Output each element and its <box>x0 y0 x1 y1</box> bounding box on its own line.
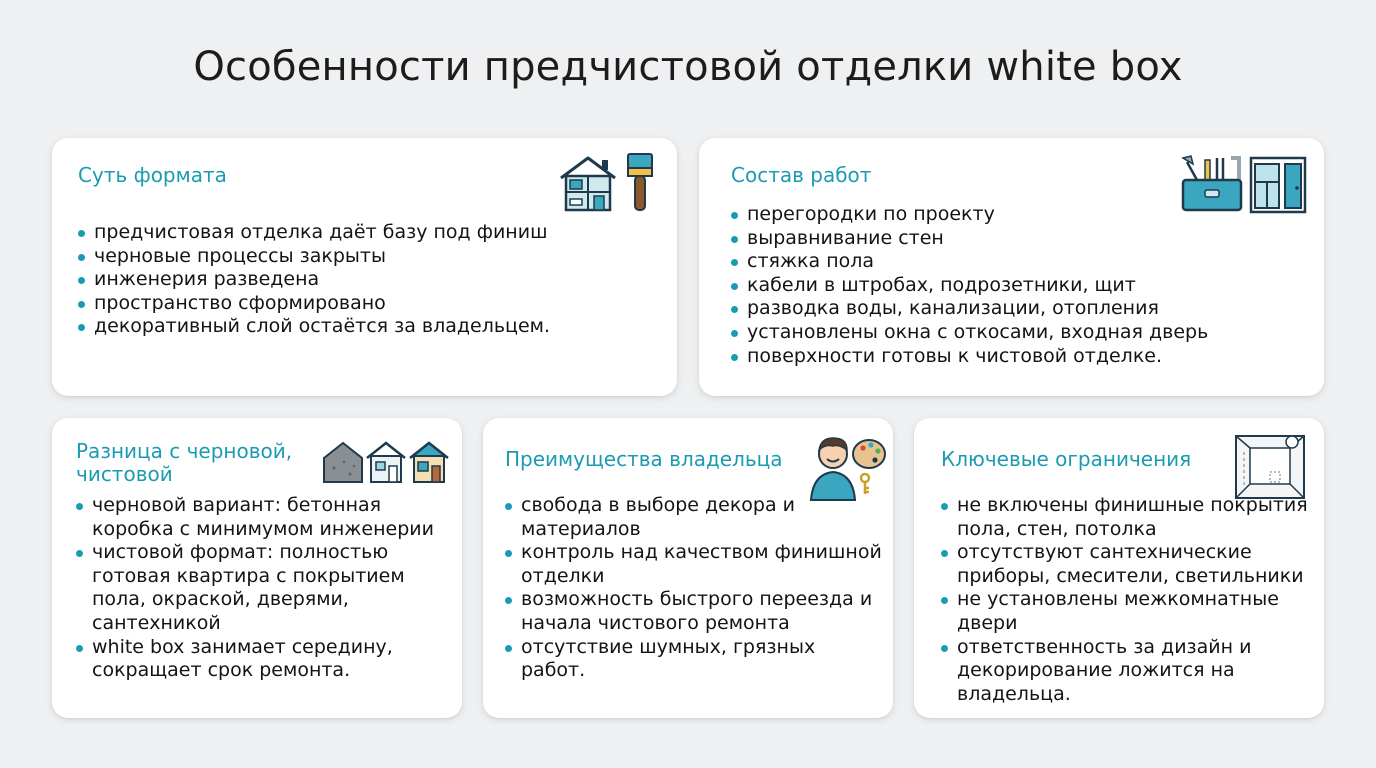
list-item: черновые процессы закрыты <box>78 245 638 269</box>
card-title: Разница с черновой, чистовой <box>76 439 293 486</box>
card-title: Ключевые ограничения <box>941 447 1192 471</box>
white-house-icon <box>365 440 407 484</box>
list-item: ответственность за дизайн и декорирование ложится на владельца. <box>941 636 1321 707</box>
card-title: Преимущества владельца <box>505 447 783 471</box>
concrete-house-icon <box>322 440 364 484</box>
list-item: пространство сформировано <box>78 292 638 316</box>
empty-room-icon <box>1234 432 1310 500</box>
difference-list <box>76 494 456 683</box>
list-item: чистовой формат: полностью готовая квартира с покрытием пола, окраской, дверями, сантехникой <box>76 541 456 635</box>
list-item: установлены окна с откосами, входная дверь <box>731 321 1311 345</box>
work-list <box>731 203 1311 368</box>
list-item: черновой вариант: бетонная коробка с минимумом инженерии <box>76 494 456 541</box>
card-difference <box>52 418 462 718</box>
feature-list <box>78 221 638 339</box>
list-item: декоративный слой остаётся за владельцем. <box>78 315 638 339</box>
list-item: контроль над качеством финишной отделки <box>505 541 885 588</box>
list-item: разводка воды, канализации, отопления <box>731 297 1311 321</box>
list-item: возможность быстрого переезда и начала чистового ремонта <box>505 588 885 635</box>
list-item: инженерия разведена <box>78 268 638 292</box>
finished-house-icon <box>408 440 450 484</box>
benefits-list <box>505 494 885 683</box>
paint-brush-icon <box>624 152 656 214</box>
house-interior-icon <box>558 152 618 214</box>
list-item: не установлены межкомнатные двери <box>941 588 1321 635</box>
page-title: Особенности предчистовой отделки white box <box>193 44 1183 90</box>
card-owner-benefits <box>483 418 893 718</box>
card-title: Состав работ <box>731 163 872 187</box>
list-item: выравнивание стен <box>731 227 1311 251</box>
list-item: отсутствуют сантехнические приборы, смесители, светильники <box>941 541 1321 588</box>
list-item: свобода в выборе декора и материалов <box>505 494 885 541</box>
list-item: поверхности готовы к чистовой отделке. <box>731 345 1311 369</box>
list-item: перегородки по проекту <box>731 203 1311 227</box>
card-format-essence <box>52 138 677 396</box>
card-key-limitations <box>914 418 1324 718</box>
limitations-list <box>941 494 1321 706</box>
list-item: предчистовая отделка даёт базу под финиш <box>78 221 638 245</box>
list-item: отсутствие шумных, грязных работ. <box>505 636 885 683</box>
owner-with-palette-icon <box>809 432 889 502</box>
card-scope-of-work <box>699 138 1324 396</box>
list-item: white box занимает середину, сокращает срок ремонта. <box>76 636 456 683</box>
list-item: не включены финишные покрытия пола, стен, потолка <box>941 494 1321 541</box>
list-item: стяжка пола <box>731 250 1311 274</box>
list-item: кабели в штробах, подрозетники, щит <box>731 274 1311 298</box>
card-title: Суть формата <box>78 163 227 187</box>
